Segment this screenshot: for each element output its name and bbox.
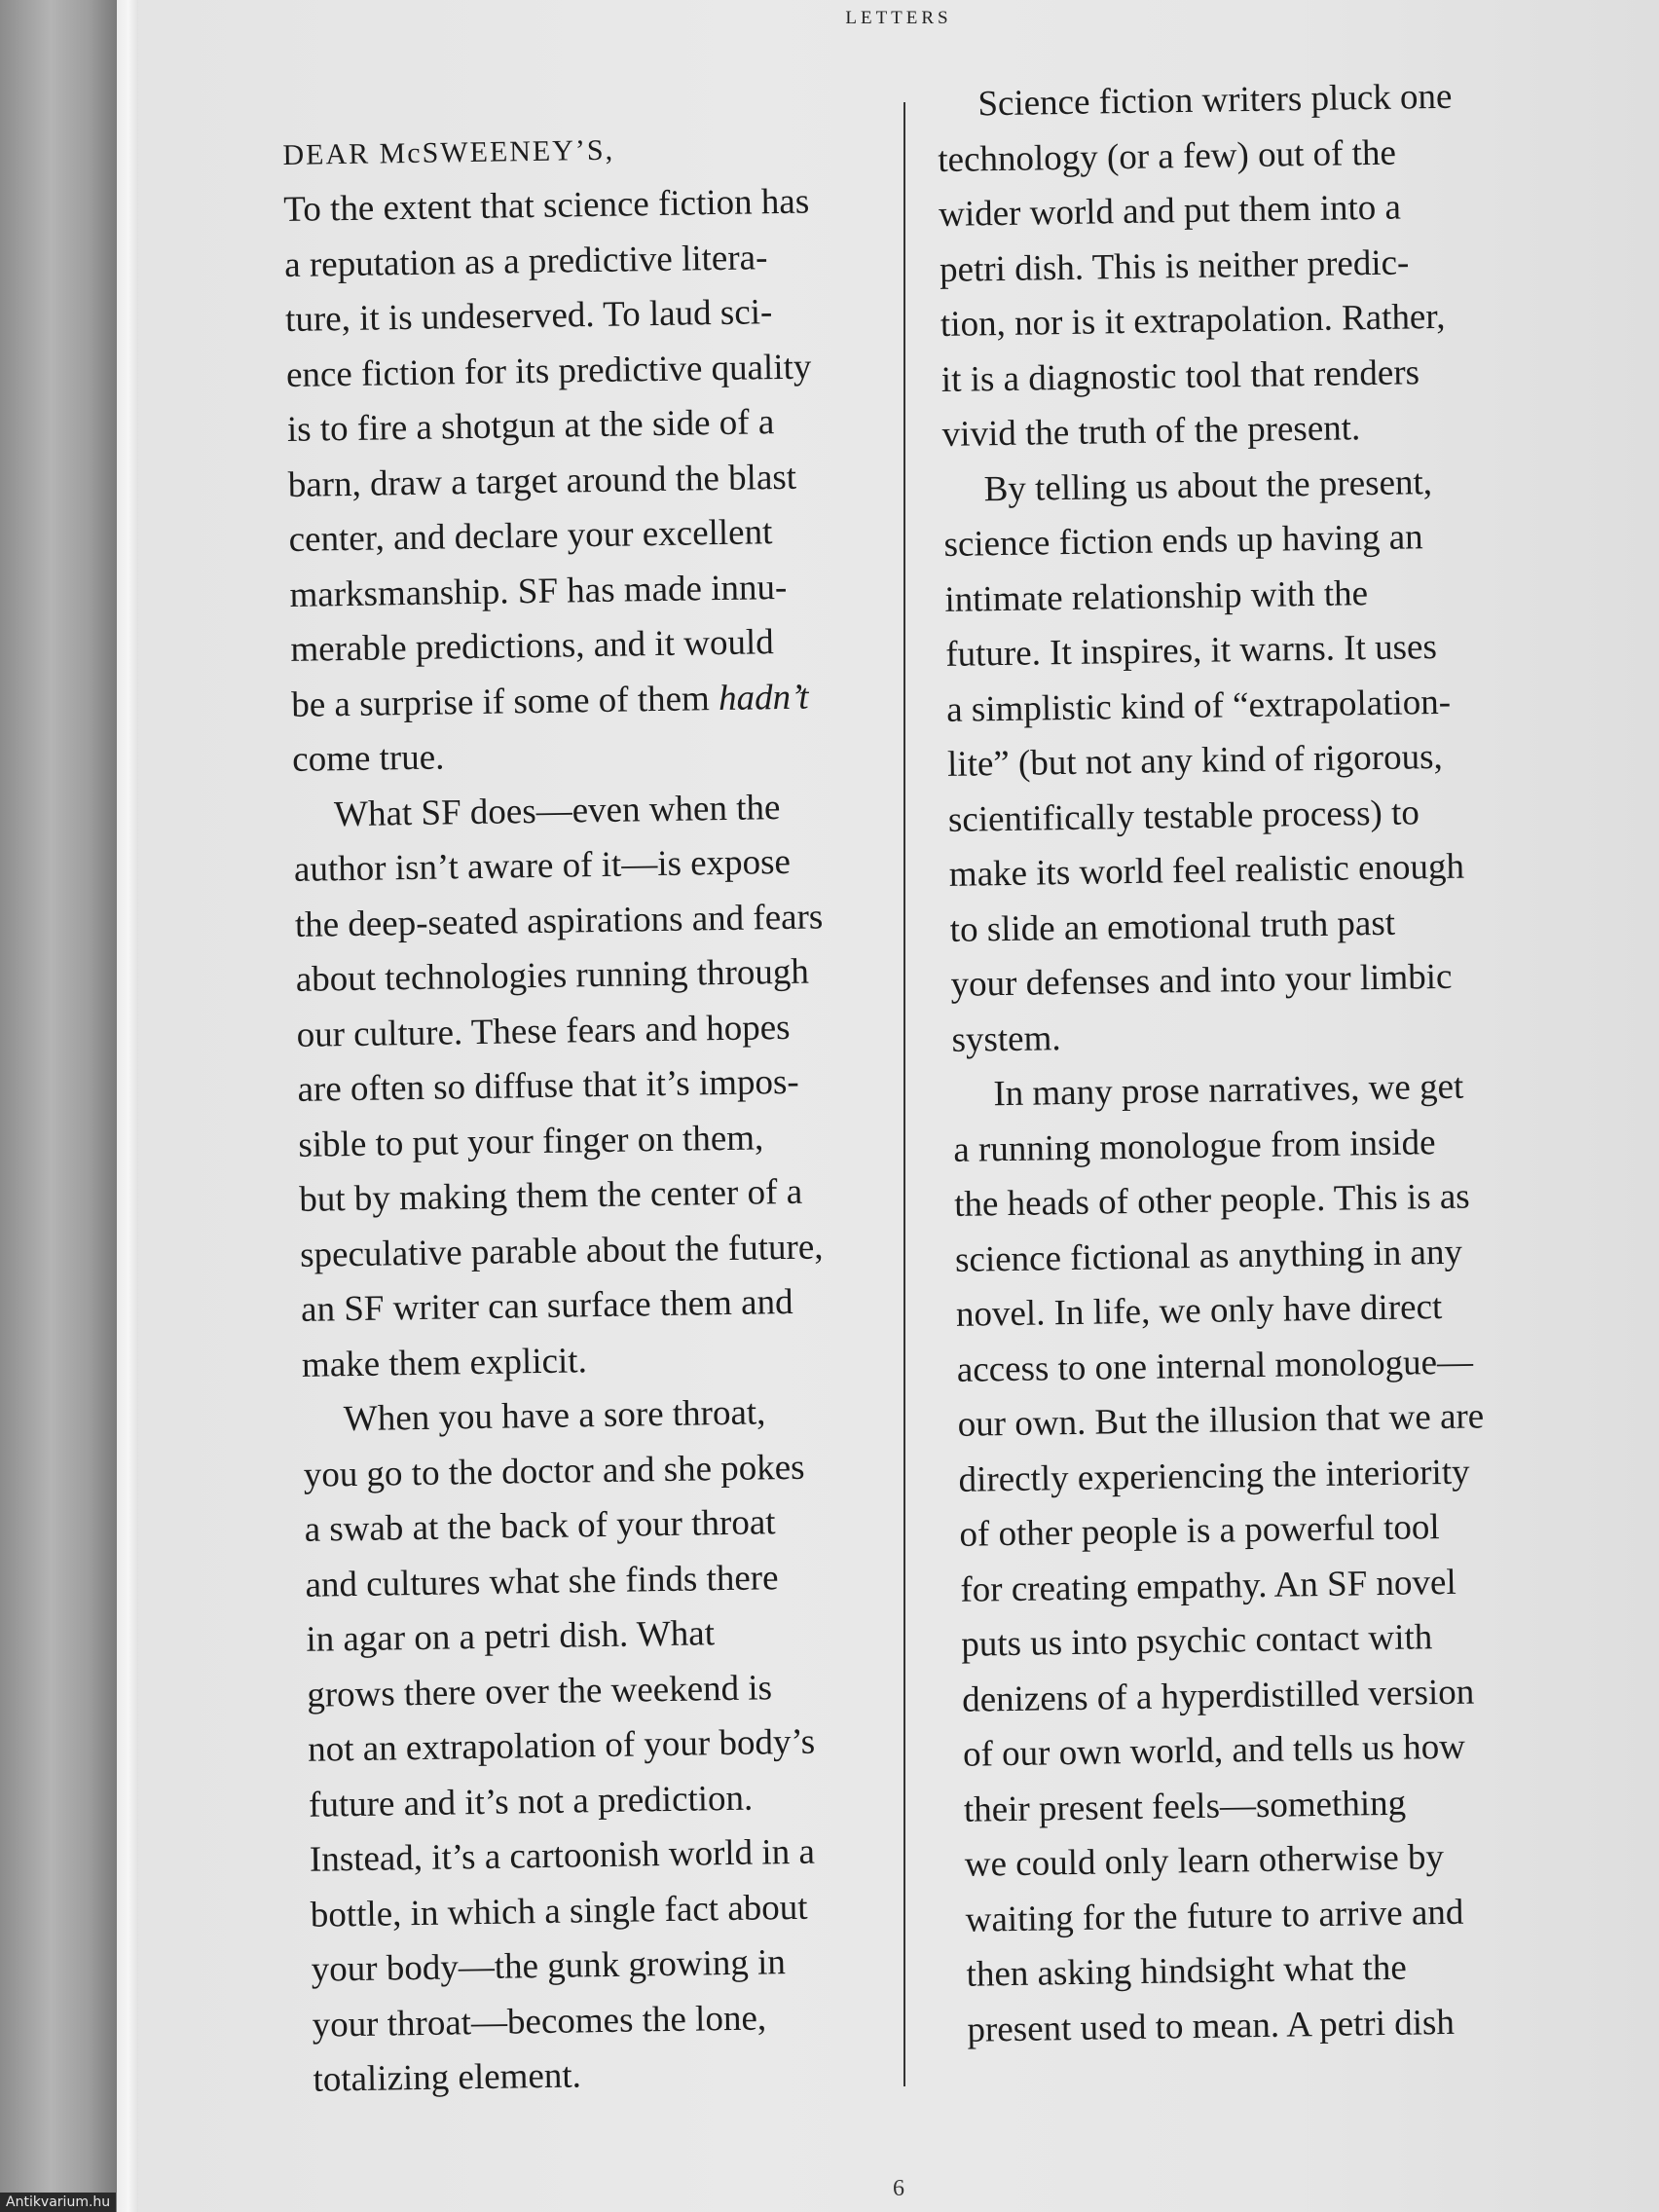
text-line: a reputation as a predictive litera- bbox=[283, 237, 768, 285]
text-line: tion, nor is it extrapolation. Rather, bbox=[940, 296, 1446, 345]
text-line: waiting for the future to arrive and bbox=[965, 1892, 1464, 1940]
paragraph-start: By telling us about the present, bbox=[983, 461, 1433, 509]
text-line: a swab at the back of your throat bbox=[304, 1502, 776, 1550]
text-line: we could only learn otherwise by bbox=[964, 1837, 1445, 1885]
text-line: grows there over the weekend is bbox=[306, 1667, 773, 1715]
text-line: marksmanship. SF has made innu- bbox=[289, 567, 788, 615]
book-page bbox=[138, 0, 1659, 2212]
paragraph-start: In many prose narratives, we get bbox=[993, 1066, 1464, 1115]
paragraph-start: Science fiction writers pluck one bbox=[977, 76, 1453, 125]
text-line: then asking hindsight what the bbox=[966, 1947, 1408, 1995]
running-head: LETTERS bbox=[845, 8, 952, 28]
text-line: science fiction ends up having an bbox=[943, 517, 1423, 565]
right-column bbox=[937, 67, 1659, 2058]
text-line: our own. But the illusion that we are bbox=[957, 1396, 1485, 1445]
text-line: for creating empathy. An SF novel bbox=[960, 1562, 1456, 1610]
text-line: a running monologue from inside bbox=[952, 1122, 1436, 1170]
text-line: our culture. These fears and hopes bbox=[296, 1007, 791, 1055]
text-line: about technologies running through bbox=[295, 951, 810, 1000]
text-line: barn, draw a target around the blast bbox=[287, 457, 797, 505]
text-line: in agar on a petri dish. What bbox=[306, 1613, 716, 1660]
text-line: present used to mean. A petri dish bbox=[967, 2002, 1456, 2050]
text-line: science fictional as anything in any bbox=[954, 1232, 1463, 1280]
text-line: come true. bbox=[291, 737, 445, 780]
text-line: is to fire a shotgun at the side of a bbox=[286, 402, 775, 450]
text-line: their present feels—something bbox=[963, 1783, 1407, 1830]
text-line: a simplistic kind of “extrapolation- bbox=[945, 682, 1452, 730]
text-line: lite” (but not any kind of rigorous, bbox=[946, 736, 1444, 785]
text-line: totalizing element. bbox=[313, 2055, 582, 2100]
text-line: speculative parable about the future, bbox=[299, 1226, 824, 1275]
text-line: Instead, it’s a cartoonish world in a bbox=[309, 1831, 816, 1880]
watermark: Antikvarium.hu bbox=[0, 2193, 116, 2212]
text-line: denizens of a hyperdistilled version bbox=[961, 1672, 1475, 1720]
text-line: your throat—becomes the lone, bbox=[312, 1997, 767, 2046]
background-surface bbox=[0, 0, 127, 2212]
text-line: and cultures what she finds there bbox=[305, 1557, 779, 1605]
text-line: you go to the doctor and she pokes bbox=[303, 1447, 805, 1495]
text-line: technology (or a few) out of the bbox=[937, 132, 1397, 180]
text-line-start: be a surprise if some of them bbox=[291, 678, 719, 725]
text-line: To the extent that science fiction has bbox=[283, 181, 810, 230]
text-line: sible to put your finger on them, bbox=[298, 1117, 764, 1165]
text-line: wider world and put them into a bbox=[938, 187, 1402, 235]
text-line: of other people is a powerful tool bbox=[959, 1507, 1440, 1555]
paragraph-start: When you have a sore throat, bbox=[343, 1392, 766, 1440]
text-line: future and it’s not a prediction. bbox=[308, 1778, 754, 1825]
text-line: directly experiencing the interiority bbox=[958, 1452, 1470, 1500]
paragraph-start: What SF does—even when the bbox=[333, 787, 781, 834]
text-line: novel. In life, we only have direct bbox=[955, 1287, 1443, 1335]
text-line: ture, it is undeserved. To laud sci- bbox=[284, 292, 773, 340]
text-line: vivid the truth of the present. bbox=[941, 408, 1361, 455]
text-line: not an extrapolation of your body’s bbox=[307, 1721, 816, 1770]
text-line: your defenses and into your limbic bbox=[950, 956, 1453, 1005]
text-line: are often so diffuse that it’s impos- bbox=[297, 1061, 799, 1110]
text-line: the heads of other people. This is as bbox=[953, 1176, 1470, 1225]
text-line: the deep-seated aspirations and fears bbox=[294, 896, 824, 945]
text-line: puts us into psychic contact with bbox=[960, 1617, 1433, 1665]
text-line: author isn’t aware of it—is expose bbox=[293, 841, 792, 890]
text-line: bottle, in which a single fact about bbox=[310, 1887, 808, 1936]
text-line-with-italic bbox=[291, 669, 896, 733]
text-line: petri dish. This is neither predic- bbox=[939, 241, 1410, 290]
text-line: an SF writer can surface them and bbox=[300, 1281, 793, 1330]
text-line: merable predictions, and it would bbox=[290, 622, 775, 670]
italic-word: hadn’t bbox=[718, 677, 809, 719]
text-line: it is a diagnostic tool that renders bbox=[940, 351, 1420, 400]
text-line: make its world feel realistic enough bbox=[948, 846, 1465, 895]
page-number: 6 bbox=[893, 2176, 904, 2201]
salutation: DEAR McSWEENEY’S, bbox=[282, 133, 615, 171]
text-line: intimate relationship with the bbox=[944, 572, 1369, 620]
text-line: your body—the gunk growing in bbox=[311, 1942, 787, 1990]
text-line: of our own world, and tells us how bbox=[962, 1726, 1466, 1775]
text-line: ence fiction for its predictive quality bbox=[285, 346, 812, 395]
text-line: future. It inspires, it warns. It uses bbox=[944, 627, 1438, 675]
text-line: but by making them the center of a bbox=[298, 1171, 803, 1220]
text-line: system. bbox=[951, 1017, 1061, 1060]
text-line: access to one internal monologue— bbox=[956, 1342, 1474, 1390]
text-line: scientifically testable process) to bbox=[947, 792, 1420, 840]
text-line: center, and declare your excellent bbox=[288, 512, 773, 560]
left-column bbox=[282, 117, 917, 2108]
text-line: to slide an emotional truth past bbox=[949, 903, 1396, 950]
text-line: make them explicit. bbox=[301, 1340, 588, 1385]
